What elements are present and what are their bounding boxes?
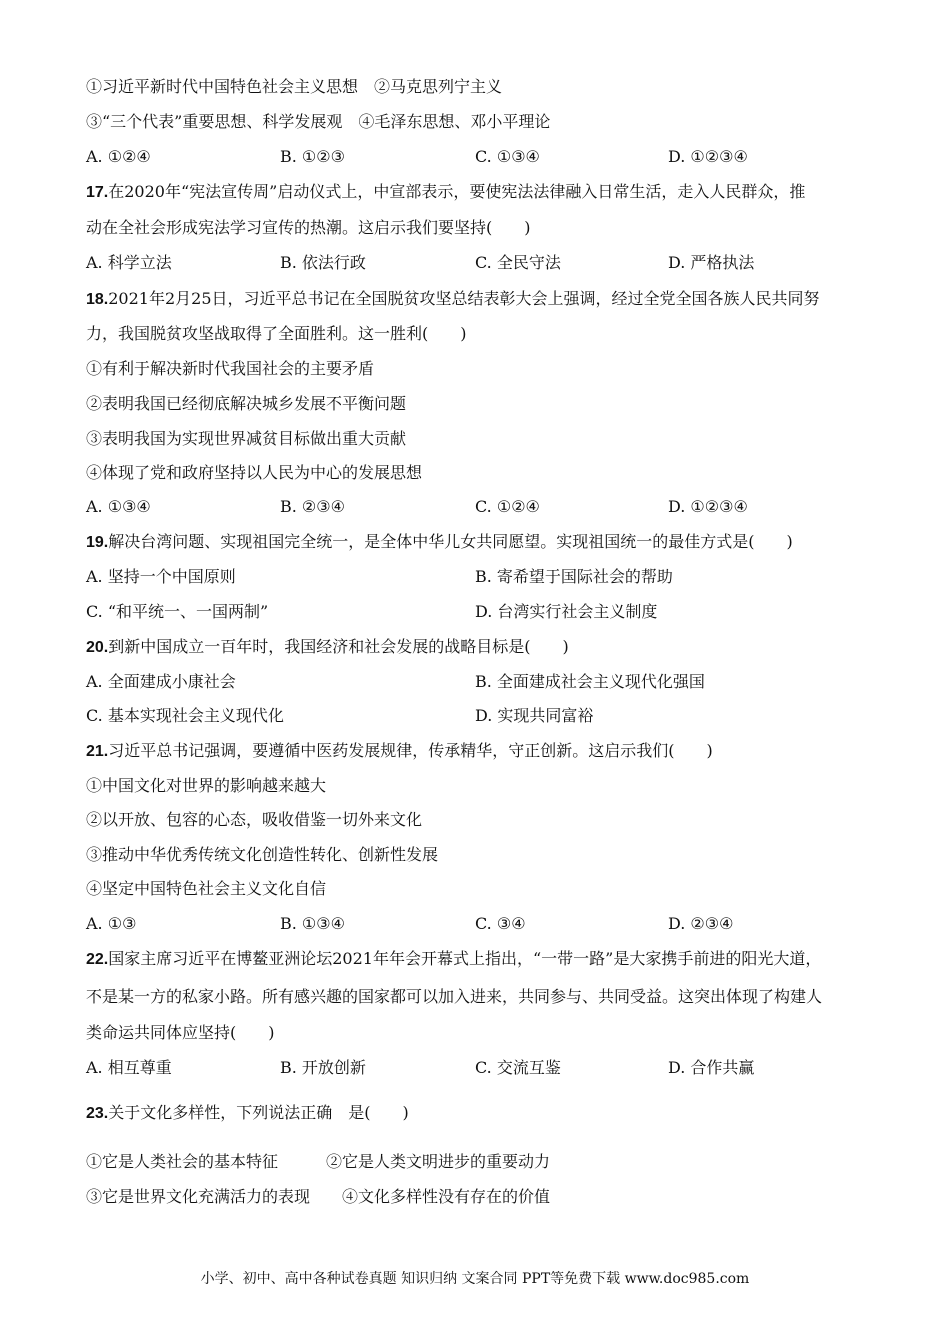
q18-option-a: A. ①③④ <box>86 497 151 516</box>
q22-option-a: A. 相互尊重 <box>86 1058 172 1077</box>
q18-number: 18. <box>86 291 109 308</box>
q21-stem-line-1 <box>86 740 713 763</box>
q22-text-1: 国家主席习近平在博鳌亚洲论坛2021年年会开幕式上指出，“一带一路”是大家携手前进的阳光大道， <box>108 949 822 968</box>
q18-item-2: ②表明我国已经彻底解决城乡发展不平衡问题 <box>86 394 407 413</box>
q19-text-1: 解决台湾问题、实现祖国完全统一，是全体中华儿女共同愿望。实现祖国统一的最佳方式是( ) <box>108 532 793 551</box>
q20-stem-line-1 <box>86 636 569 659</box>
q22-stem-line-3: 类命运共同体应坚持( ) <box>86 1023 275 1042</box>
q18-option-b: B. ②③④ <box>280 497 345 516</box>
q16-item-2: ③“三个代表”重要思想、科学发展观 ④毛泽东思想、邓小平理论 <box>86 112 551 131</box>
q21-item-3: ③推动中华优秀传统文化创造性转化、创新性发展 <box>86 845 439 864</box>
q22-option-c: C. 交流互鉴 <box>475 1058 561 1077</box>
q20-option-d: D. 实现共同富裕 <box>475 706 594 725</box>
q17-number: 17. <box>86 184 109 201</box>
q22-stem-line-2: 不是某一方的私家小路。所有感兴趣的国家都可以加入进来，共同参与、共同受益。这突出体现了构建人 <box>86 987 823 1006</box>
q20-option-c: C. 基本实现社会主义现代化 <box>86 706 284 725</box>
q21-option-a: A. ①③ <box>86 914 137 933</box>
q18-stem-line-2: 力，我国脱贫攻坚战取得了全面胜利。这一胜利( ) <box>86 324 467 343</box>
q16-option-b: B. ①②③ <box>280 147 345 166</box>
q18-item-1: ①有利于解决新时代我国社会的主要矛盾 <box>86 359 375 378</box>
page-footer: 小学、初中、高中各种试卷真题 知识归纳 文案合同 PPT等免费下载 www.doc985.com <box>200 1271 750 1287</box>
q16-option-d: D. ①②③④ <box>668 147 748 166</box>
q17-stem-line-2: 动在全社会形成宪法学习宣传的热潮。这启示我们要坚持( ) <box>86 218 531 237</box>
q17-option-a: A. 科学立法 <box>86 253 172 272</box>
q16-item-1: ①习近平新时代中国特色社会主义思想 ②马克思列宁主义 <box>86 77 503 96</box>
q19-option-c: C. “和平统一、一国两制” <box>86 602 269 621</box>
q23-item-1: ①它是人类社会的基本特征 ②它是人类文明进步的重要动力 <box>86 1152 551 1171</box>
q23-item-2: ③它是世界文化充满活力的表现 ④文化多样性没有存在的价值 <box>86 1187 551 1206</box>
q21-text-1: 习近平总书记强调，要遵循中医药发展规律，传承精华，守正创新。这启示我们( ) <box>108 741 713 760</box>
q20-option-a: A. 全面建成小康社会 <box>86 672 236 691</box>
q22-option-b: B. 开放创新 <box>280 1058 366 1077</box>
q22-number: 22. <box>86 951 109 968</box>
q21-option-c: C. ③④ <box>475 914 526 933</box>
q17-text-1: 在2020年“宪法宣传周”启动仪式上，中宣部表示，要使宪法法律融入日常生活，走入人民群众，推 <box>108 182 806 201</box>
q20-option-b: B. 全面建成社会主义现代化强国 <box>475 672 705 691</box>
q19-option-b: B. 寄希望于国际社会的帮助 <box>475 567 673 586</box>
q17-stem-line-1 <box>86 181 805 204</box>
q18-item-3: ③表明我国为实现世界减贫目标做出重大贡献 <box>86 429 407 448</box>
q18-item-4: ④体现了党和政府坚持以人民为中心的发展思想 <box>86 463 423 482</box>
q22-stem-line-1 <box>86 948 821 971</box>
q17-option-b: B. 依法行政 <box>280 253 366 272</box>
q16-option-c: C. ①③④ <box>475 147 540 166</box>
q20-number: 20. <box>86 639 109 656</box>
q18-option-d: D. ①②③④ <box>668 497 748 516</box>
q19-option-a: A. 坚持一个中国原则 <box>86 567 236 586</box>
q21-item-4: ④坚定中国特色社会主义文化自信 <box>86 879 327 898</box>
q20-text-1: 到新中国成立一百年时，我国经济和社会发展的战略目标是( ) <box>108 637 569 656</box>
q17-option-d: D. 严格执法 <box>668 253 755 272</box>
q16-option-a: A. ①②④ <box>86 147 151 166</box>
q22-option-d: D. 合作共赢 <box>668 1058 755 1077</box>
q18-option-c: C. ①②④ <box>475 497 540 516</box>
q21-option-b: B. ①③④ <box>280 914 345 933</box>
q18-stem-line-1 <box>86 288 820 311</box>
q21-item-1: ①中国文化对世界的影响越来越大 <box>86 776 327 795</box>
q17-option-c: C. 全民守法 <box>475 253 561 272</box>
q21-option-d: D. ②③④ <box>668 914 734 933</box>
q23-text-1: 关于文化多样性，下列说法正确 是( ) <box>108 1103 409 1122</box>
q21-item-2: ②以开放、包容的心态，吸收借鉴一切外来文化 <box>86 810 423 829</box>
q23-number: 23. <box>86 1105 109 1122</box>
q18-text-1: 2021年2月25日，习近平总书记在全国脱贫攻坚总结表彰大会上强调，经过全党全国各族人民共同努 <box>108 289 820 308</box>
q19-stem-line-1 <box>86 531 793 554</box>
q19-option-d: D. 台湾实行社会主义制度 <box>475 602 658 621</box>
q21-number: 21. <box>86 743 109 760</box>
q19-number: 19. <box>86 534 109 551</box>
q23-stem-line-1 <box>86 1102 409 1125</box>
